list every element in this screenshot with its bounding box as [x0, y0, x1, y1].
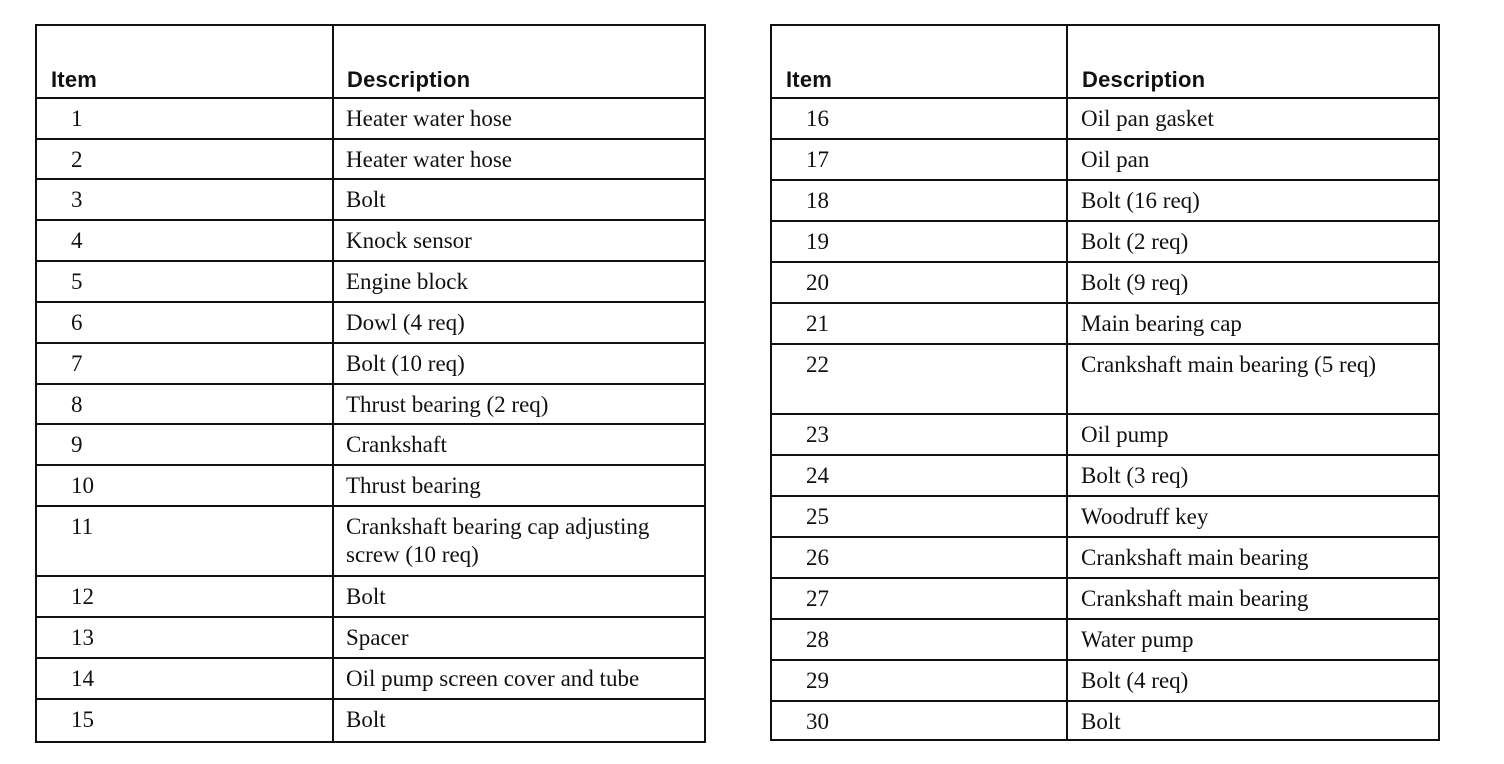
item-number: 19	[806, 229, 829, 254]
item-description: Oil pan	[1081, 147, 1150, 172]
item-number: 4	[71, 228, 83, 253]
item-description: Bolt	[1081, 709, 1121, 734]
item-description: Heater water hose	[346, 106, 513, 131]
item-description: Bolt	[346, 707, 386, 732]
item-description: Crankshaft main bearing	[1081, 545, 1309, 570]
table-row	[772, 304, 1438, 345]
item-number: 28	[806, 627, 829, 652]
item-number: 10	[71, 473, 94, 498]
item-number: 15	[71, 707, 94, 732]
table-row	[37, 700, 704, 740]
item-description: Dowl (4 req)	[346, 310, 465, 335]
table-row	[37, 140, 704, 180]
table-row	[772, 263, 1438, 304]
item-description: Crankshaft main bearing	[1081, 586, 1309, 611]
table-row	[772, 99, 1438, 140]
item-number: 29	[806, 668, 829, 693]
table-row	[772, 345, 1438, 415]
item-number: 24	[806, 463, 829, 488]
table-row	[37, 577, 704, 618]
item-description: Thrust bearing	[346, 473, 481, 498]
table-row	[37, 99, 704, 140]
item-description: Oil pump	[1081, 422, 1169, 447]
item-description: Bolt (9 req)	[1081, 270, 1189, 295]
item-number: 1	[71, 106, 83, 131]
item-column-header: Item	[786, 67, 833, 92]
item-description: Crankshaft bearing cap adjusting screw (10 req)	[346, 514, 650, 567]
item-number: 13	[71, 625, 94, 650]
item-number: 5	[71, 269, 83, 294]
item-description: Knock sensor	[346, 228, 472, 253]
item-description: Heater water hose	[346, 147, 513, 172]
table-body	[37, 99, 704, 740]
table-row	[37, 507, 704, 577]
item-number: 20	[806, 270, 829, 295]
item-number: 9	[71, 432, 83, 457]
item-description: Bolt (4 req)	[1081, 668, 1189, 693]
item-description: Woodruff key	[1081, 504, 1209, 529]
item-description: Crankshaft main bearing (5 req)	[1081, 352, 1377, 377]
item-number: 8	[71, 392, 83, 417]
table-row	[37, 221, 704, 262]
item-number: 17	[806, 147, 829, 172]
item-description: Bolt (2 req)	[1081, 229, 1189, 254]
description-column-header: Description	[1082, 67, 1206, 92]
item-number: 7	[71, 351, 83, 376]
item-number: 23	[806, 422, 829, 447]
item-number: 25	[806, 504, 829, 529]
table-row	[37, 618, 704, 659]
item-description: Engine block	[346, 269, 468, 294]
item-number: 12	[71, 584, 94, 609]
item-number: 18	[806, 188, 829, 213]
table-body	[772, 99, 1438, 742]
item-number: 30	[806, 709, 829, 734]
item-number: 26	[806, 545, 829, 570]
table-row	[37, 466, 704, 507]
item-number: 6	[71, 310, 83, 335]
table-row	[772, 222, 1438, 263]
item-description: Bolt (10 req)	[346, 351, 465, 376]
item-description: Spacer	[346, 625, 409, 650]
table-row	[37, 425, 704, 466]
table-row	[772, 661, 1438, 702]
table-row	[772, 538, 1438, 579]
item-description: Bolt	[346, 187, 386, 212]
item-description: Oil pan gasket	[1081, 106, 1214, 131]
table-header	[772, 26, 1438, 99]
item-description: Water pump	[1081, 627, 1194, 652]
item-number: 14	[71, 666, 94, 691]
item-number: 16	[806, 106, 829, 131]
item-description: Bolt (16 req)	[1081, 188, 1200, 213]
table-row	[772, 620, 1438, 661]
item-description: Main bearing cap	[1081, 311, 1242, 336]
table-row	[772, 456, 1438, 497]
item-number: 2	[71, 147, 83, 172]
table-row	[772, 415, 1438, 456]
table-row	[37, 385, 704, 425]
item-column-header: Item	[51, 67, 98, 92]
table-row	[772, 497, 1438, 538]
table-row	[37, 262, 704, 303]
item-description: Oil pump screen cover and tube	[346, 666, 640, 691]
table-row	[772, 579, 1438, 620]
item-number: 3	[71, 187, 83, 212]
item-description: Bolt	[346, 584, 386, 609]
item-description: Crankshaft	[346, 432, 447, 457]
table-row	[772, 702, 1438, 742]
item-number: 27	[806, 586, 829, 611]
item-number: 11	[71, 514, 94, 539]
table-header	[37, 26, 704, 99]
description-column-header: Description	[347, 67, 471, 92]
table-row	[772, 140, 1438, 181]
item-number: 22	[806, 352, 829, 377]
item-description: Thrust bearing (2 req)	[346, 392, 549, 417]
parts-table-left	[35, 24, 706, 743]
table-row	[772, 181, 1438, 222]
table-row	[37, 344, 704, 385]
table-row	[37, 303, 704, 344]
item-description: Bolt (3 req)	[1081, 463, 1189, 488]
parts-table-right	[770, 24, 1440, 741]
table-row	[37, 180, 704, 221]
item-number: 21	[806, 311, 829, 336]
table-row	[37, 659, 704, 700]
